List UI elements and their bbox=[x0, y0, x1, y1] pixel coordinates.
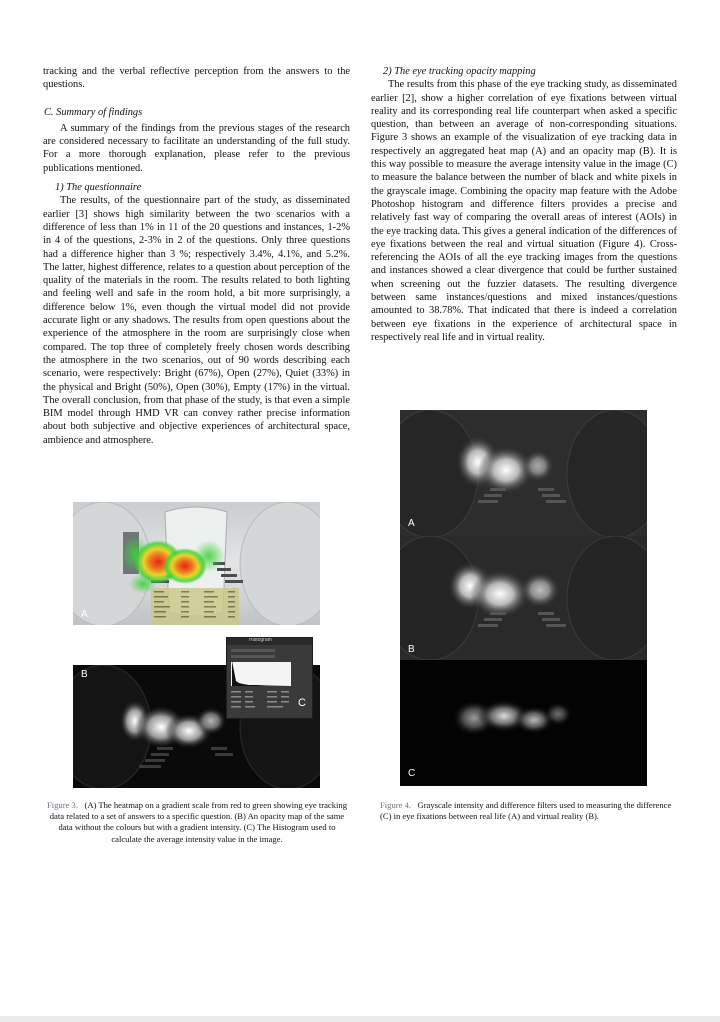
figure4-image-virtual-reality bbox=[400, 536, 647, 660]
figure3-caption-number: Figure 3. bbox=[46, 800, 78, 810]
figure4-caption-number: Figure 4. bbox=[380, 800, 412, 810]
right-column bbox=[371, 65, 677, 344]
figure4-image-difference bbox=[400, 660, 647, 786]
figure4-label-b: B bbox=[408, 644, 415, 655]
figure3-caption-text: (A) The heatmap on a gradient scale from red to green showing eye tracking data related to a set of answers to a specific question. (B) An opacity map of the same data without the colours but with a gradient intensity. (C) The Histogram used to calculate the average intensity value in the image. bbox=[49, 800, 348, 844]
figure4-image-real-life bbox=[400, 410, 647, 536]
section-heading-summary: C. Summary of findings bbox=[44, 106, 143, 118]
figure3-label-c: C bbox=[298, 697, 306, 709]
left-column bbox=[43, 65, 350, 447]
histogram-title: Histogram bbox=[249, 637, 272, 643]
figure3-label-b: B bbox=[81, 669, 88, 680]
figure4-caption bbox=[380, 800, 680, 822]
figure4-label-c: C bbox=[408, 768, 416, 779]
figure4-label-a: A bbox=[408, 518, 415, 529]
figure3-histogram-panel bbox=[226, 637, 313, 719]
page-bottom-strip bbox=[0, 1016, 720, 1022]
figure4-caption-text: Grayscale intensity and difference filters used to measuring the difference (C) in eye fixations between real life (A) and virtual reality (B). bbox=[380, 800, 672, 822]
figure3-heatmap-image bbox=[73, 502, 320, 625]
subsection-heading-questionnaire: 1) The questionnaire bbox=[55, 182, 142, 194]
paragraph-opacity-mapping: The results from this phase of the eye tracking study, as disseminated earlier [2], show a higher correlation of eye fixations between virtual reality and its corresponding real life counterpart when asked a specific question, than between an average of non-corresponding situations. Figure 3 shows an example of the visualization of eye tracking data in respectively an aggregated heat map (A) and an opacity map (B). It is this way possible to measure the average intensity value in the image (C) to measure the balance between the number of black and white pixels in the grayscale image. Combining the opacity map feature with the Adobe Photoshop histogram and difference filters provides a precise and relatively fast way of comparing the overall areas of interest (AOIs) in the eye tracking data. This gives a general indication of the differences of eye fixations between the real and virtual situation (Figure 4). Cross-referencing the AOIs of all the eye tracking images from the questions and instances showed a clear divergence that could be further sustained when screening out the fuzzier datasets. The resulting divergence between same instances/questions and mixed instances/questions amounted to 38.78%. That indicated that there is indeed a correlation between eye fixations in the experience of architectural space in respectively real life and in virtual reality. bbox=[371, 79, 677, 343]
paragraph-questionnaire: The results, of the questionnaire part of the study, as disseminated earlier [3] shows high similarity between the two scenarios with a difference of less than 1% in 11 of the 20 questions and instances, 1-2% in 4 of the questions, 2-3% in 2 of the questions. Only three questions had a difference higher than 3 %; respectively 3.4%, 4.1%, and 5.2%. The latter, highest difference, relates to a question about perception of the quality of the materials in the room. The results related to both lighting and feeling well and safe in the room hold, a bit more surprisingly, a difference below 1%, even though the virtual model did not provide accurate light or any shadows. The results from open questions about the experience of the atmosphere in the room are surprisingly close when compared. The top three of completely freely chosen words describing the atmosphere in the two scenarios, out of 90 words describing each scenario, were respectively: Bright (67%), Open (27%), Quiet (33%) in the physical and Bright (50%), Open (30%), Empty (17%) in the virtual. The overall conclusion, from that phase of the study, is that even a simple BIM model through HMD VR can convey rather precise information about both subjective and objective experiences of architectural space, ambience and atmosphere. bbox=[43, 195, 350, 446]
subsection-heading-opacity-mapping: 2) The eye tracking opacity mapping bbox=[383, 66, 536, 77]
paragraph-summary: A summary of the findings from the previous stages of the research are considered necessary to facilitate an understanding of the full study. For a more thorough explanation, please refer to the previous publications mentioned. bbox=[43, 122, 350, 174]
histogram-titlebar bbox=[227, 638, 312, 645]
figure3-caption bbox=[43, 800, 351, 845]
figure3-label-a: A bbox=[81, 609, 88, 620]
paragraph-intro: tracking and the verbal reflective perception from the answers to the questions. bbox=[43, 66, 350, 91]
